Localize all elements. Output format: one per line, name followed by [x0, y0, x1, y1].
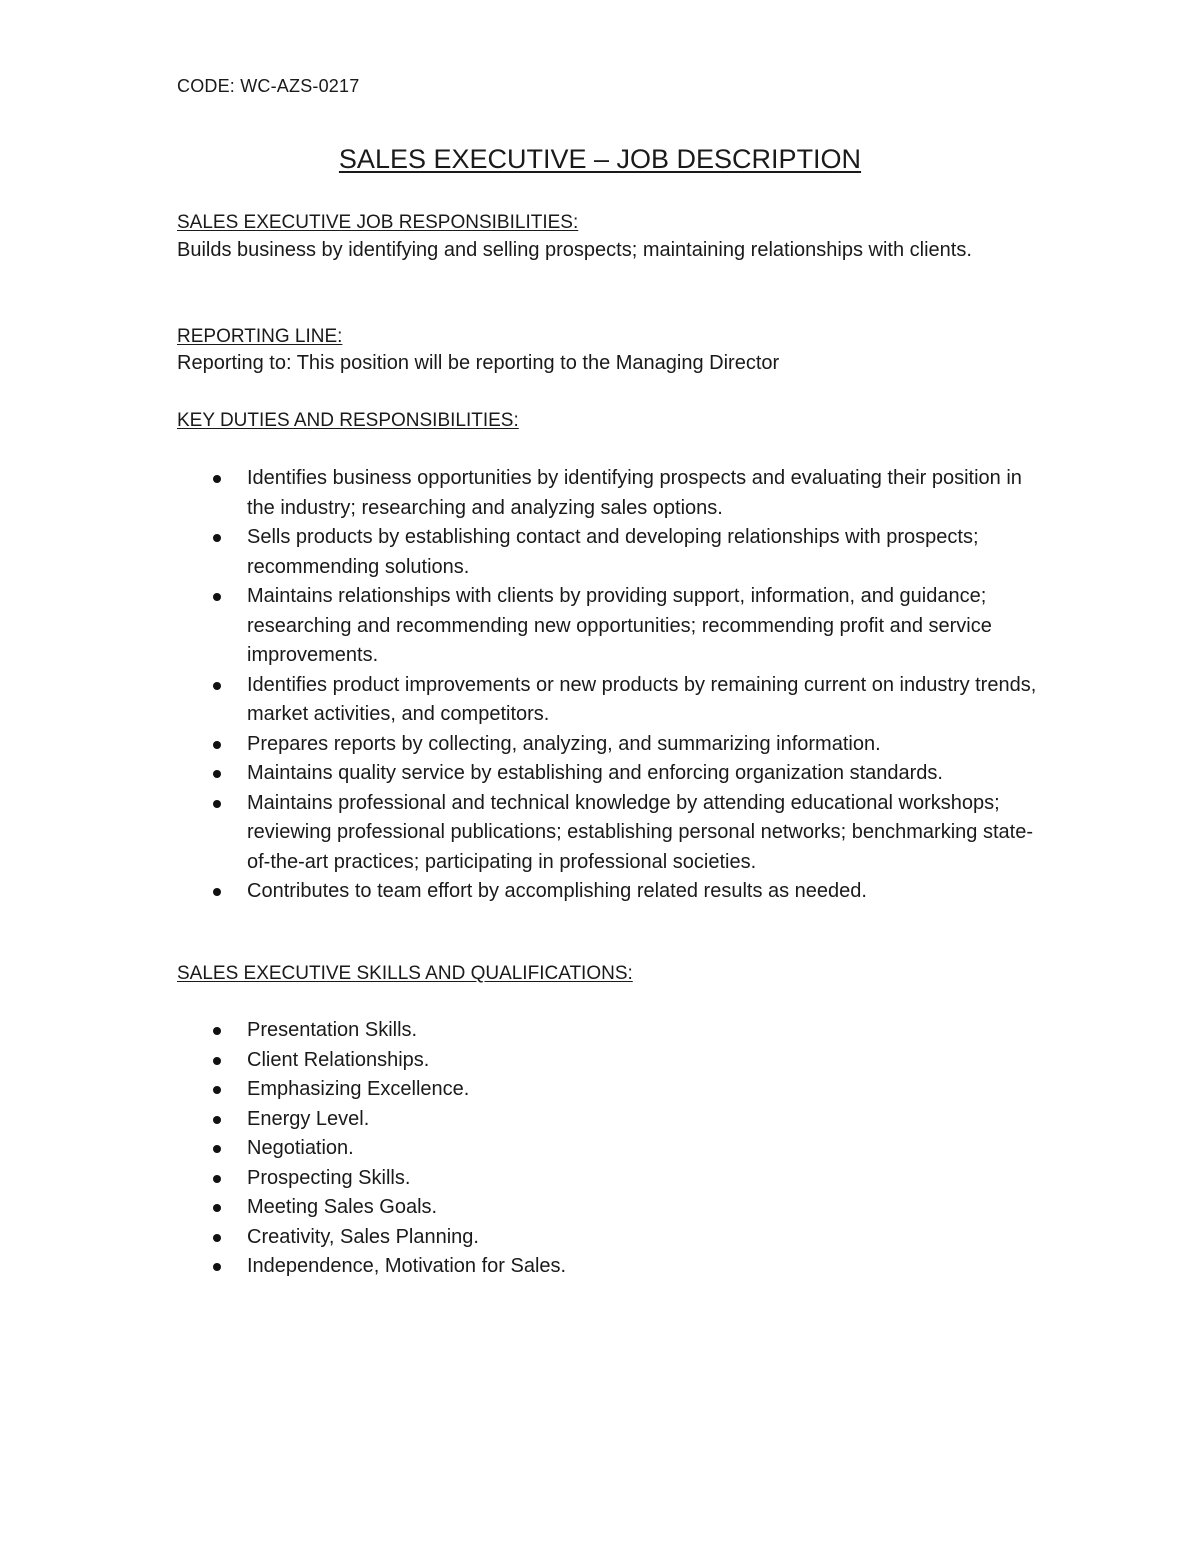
bullet-icon	[213, 534, 221, 542]
list-item-text: Maintains relationships with clients by providing support, information, and guidance; researching and recommending new opportunities; recommending profit and service improvements.	[247, 585, 992, 666]
list-item-text: Energy Level.	[247, 1107, 370, 1130]
list-item	[177, 523, 1037, 582]
list-item	[177, 1134, 1037, 1164]
list-item-text: Negotiation.	[247, 1137, 354, 1159]
list-item-text: Prepares reports by collecting, analyzing, and summarizing information.	[247, 732, 881, 755]
list-item	[177, 1223, 1037, 1253]
bullet-icon	[213, 800, 221, 808]
bullet-icon	[213, 1057, 221, 1065]
list-item-text: Client Relationships.	[247, 1048, 430, 1071]
list-item-text: Meeting Sales Goals.	[247, 1196, 438, 1218]
list-item	[177, 1164, 1037, 1194]
bullet-icon	[213, 741, 221, 749]
page-title: SALES EXECUTIVE – JOB DESCRIPTION	[338, 144, 862, 174]
list-item	[177, 1105, 1037, 1135]
skills-list	[177, 1016, 1037, 1282]
list-item	[177, 671, 1037, 730]
bullet-icon	[213, 1027, 221, 1035]
list-item	[177, 1016, 1037, 1046]
list-item	[177, 1252, 1037, 1282]
list-item-text: Presentation Skills.	[247, 1019, 418, 1041]
list-item	[177, 789, 1037, 878]
bullet-icon	[213, 475, 221, 483]
list-item	[177, 1075, 1037, 1105]
reporting-line-text: Reporting to: This position will be reporting to the Managing Director	[177, 352, 780, 374]
list-item-text: Prospecting Skills.	[247, 1166, 411, 1189]
bullet-icon	[213, 888, 221, 896]
list-item-text: Identifies business opportunities by identifying prospects and evaluating their position in the industry; researching and analyzing sales options.	[247, 467, 1022, 519]
list-item	[177, 877, 1037, 907]
document-code: CODE: WC-AZS-0217	[177, 76, 360, 96]
bullet-icon	[213, 1116, 221, 1124]
bullet-icon	[213, 682, 221, 690]
list-item	[177, 759, 1037, 789]
list-item-text: Identifies product improvements or new products by remaining current on industry trends, market activities, and competitors.	[247, 673, 1037, 725]
list-item-text: Creativity, Sales Planning.	[247, 1225, 479, 1248]
bullet-icon	[213, 1204, 221, 1212]
reporting-line-heading: REPORTING LINE:	[177, 326, 343, 347]
list-item-text: Maintains professional and technical knowledge by attending educational workshops; reviewing professional publications; establishing personal networks; benchmarking state-of-the-art practices; participating in professional societies.	[247, 791, 1033, 873]
list-item	[177, 1046, 1037, 1076]
bullet-icon	[213, 593, 221, 601]
bullet-icon	[213, 1263, 221, 1271]
list-item	[177, 1193, 1037, 1223]
list-item-text: Maintains quality service by establishing and enforcing organization standards.	[247, 762, 943, 784]
responsibilities-heading: SALES EXECUTIVE JOB RESPONSIBILITIES:	[177, 212, 579, 233]
key-duties-heading: KEY DUTIES AND RESPONSIBILITIES:	[177, 410, 519, 431]
key-duties-list	[177, 464, 1037, 907]
bullet-icon	[213, 1086, 221, 1094]
list-item-text: Emphasizing Excellence.	[247, 1078, 470, 1100]
list-item-text: Independence, Motivation for Sales.	[247, 1255, 567, 1277]
list-item	[177, 464, 1037, 523]
bullet-icon	[213, 1145, 221, 1153]
list-item-text: Sells products by establishing contact and developing relationships with prospects; recommending solutions.	[247, 526, 979, 578]
skills-heading: SALES EXECUTIVE SKILLS AND QUALIFICATIONS:	[177, 963, 633, 984]
list-item-text: Contributes to team effort by accomplishing related results as needed.	[247, 880, 867, 902]
bullet-icon	[213, 770, 221, 778]
bullet-icon	[213, 1234, 221, 1242]
responsibilities-text: Builds business by identifying and selling prospects; maintaining relationships with clients.	[177, 239, 972, 261]
bullet-icon	[213, 1175, 221, 1183]
list-item	[177, 582, 1037, 671]
list-item	[177, 730, 1037, 760]
